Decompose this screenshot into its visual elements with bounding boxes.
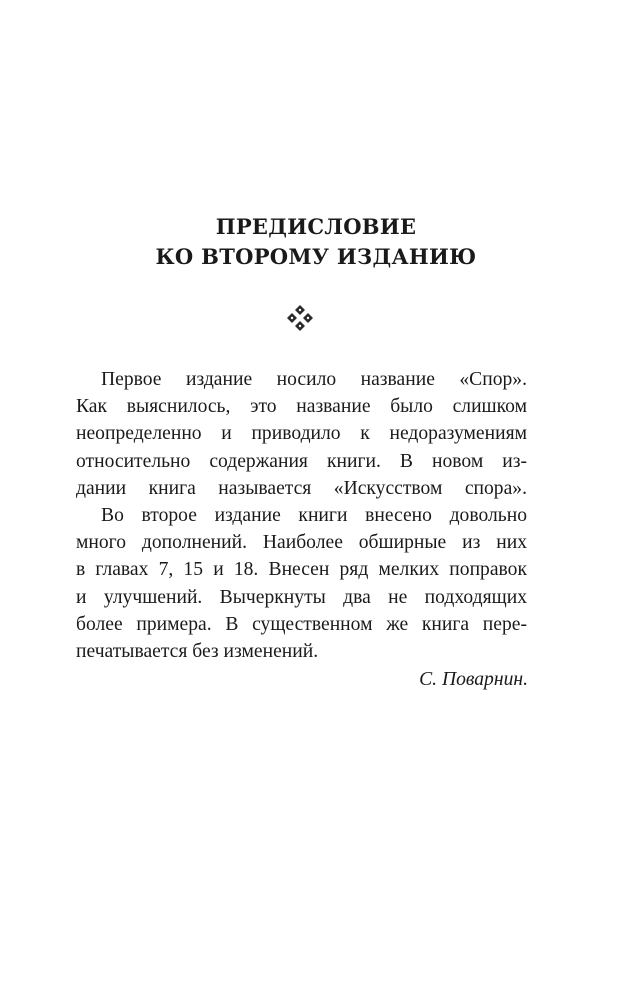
text-line: Во второе издание книги внесено довольно <box>101 505 527 527</box>
text-line: печатывается без изменений. <box>76 641 319 663</box>
text-line: более примера. В существенном же книга пере- <box>76 613 527 635</box>
text-line: относительно содержания книги. В новом из- <box>76 450 527 472</box>
text-line: Как выяснилось, это название было слишком <box>76 396 527 418</box>
preface-body <box>76 366 527 665</box>
chapter-heading <box>0 212 632 272</box>
diamond-cluster-icon <box>285 303 315 333</box>
text-line: много дополнений. Наиболее обширные из них <box>76 532 527 554</box>
text-line: дании книга называется «Искусством спора». <box>76 477 527 499</box>
text-line: Первое издание носило название «Спор». <box>101 369 527 390</box>
text-line: неопределенно и приводило к недоразумениям <box>76 423 527 445</box>
paragraph-1 <box>76 366 527 502</box>
text-line: в главах 7, 15 и 18. Внесен ряд мелких поправок <box>76 559 527 581</box>
paragraph-2 <box>76 502 527 665</box>
author-signature: С. Поварнин. <box>419 669 528 690</box>
heading-line-2: КО ВТОРОМУ ИЗДАНИЮ <box>155 244 477 269</box>
heading-line-1: ПРЕДИСЛОВИЕ <box>215 214 417 239</box>
text-line: и улучшений. Вычеркнуты два не подходящих <box>76 586 527 608</box>
